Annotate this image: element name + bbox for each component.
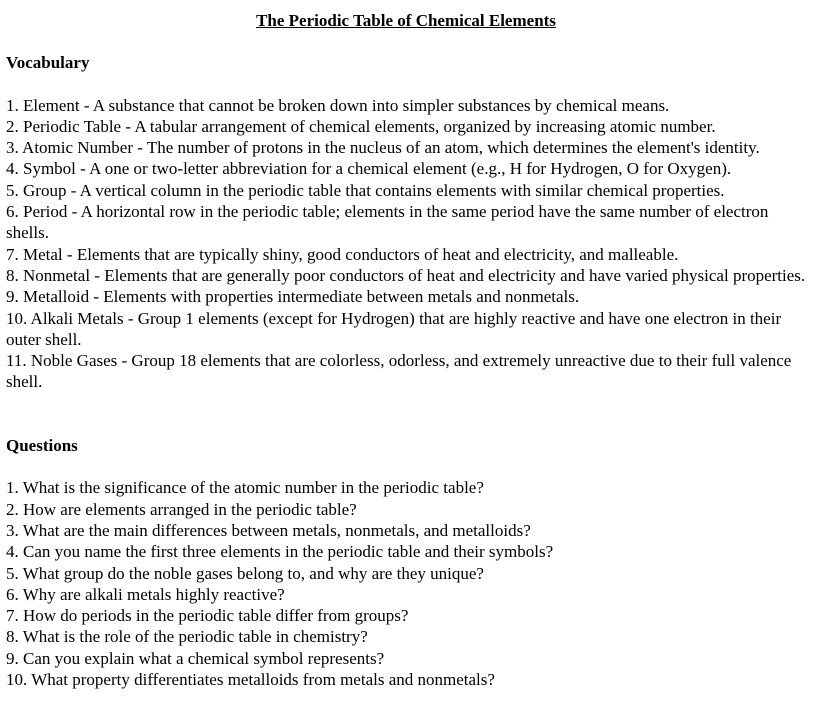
document-title: The Periodic Table of Chemical Elements [256,11,556,30]
vocabulary-item: 10. Alkali Metals - Group 1 elements (except for Hydrogen) that are highly reactive and have one electron in their outer shell. [6,308,782,349]
vocabulary-item: 4. Symbol - A one or two-letter abbreviation for a chemical element (e.g., H for Hydrogen, O for Oxygen). [6,159,732,179]
vocabulary-item: 3. Atomic Number - The number of protons in the nucleus of an atom, which determines the element's identity. [6,138,760,158]
question-item: 10. What property differentiates metalloids from metals and nonmetals? [6,670,495,690]
vocabulary-item: 5. Group - A vertical column in the periodic table that contains elements with similar chemical properties. [6,180,725,200]
question-item: 4. Can you name the first three elements in the periodic table and their symbols? [6,542,554,562]
section-spacer [6,393,806,414]
vocabulary-item: 7. Metal - Elements that are typically shiny, good conductors of heat and electricity, and malleable. [6,244,679,264]
question-item: 3. What are the main differences between metals, nonmetals, and metalloids? [6,520,531,540]
vocabulary-item: 2. Periodic Table - A tabular arrangement of chemical elements, organized by increasing atomic number. [6,116,716,136]
vocabulary-item: 11. Noble Gases - Group 18 elements that are colorless, odorless, and extremely unreactive due to their full valence shell. [6,351,792,392]
questions-list [6,477,806,690]
vocabulary-item: 9. Metalloid - Elements with properties intermediate between metals and nonmetals. [6,287,580,307]
vocabulary-item: 6. Period - A horizontal row in the periodic table; elements in the same period have the same number of electron shells. [6,202,769,243]
question-item: 6. Why are alkali metals highly reactive? [6,584,285,604]
question-item: 8. What is the role of the periodic table in chemistry? [6,627,368,647]
vocabulary-list [6,95,806,393]
question-item: 9. Can you explain what a chemical symbol represents? [6,648,385,668]
questions-heading: Questions [6,436,78,456]
question-item: 7. How do periods in the periodic table differ from groups? [6,606,409,626]
vocabulary-heading: Vocabulary [6,53,90,73]
question-item: 2. How are elements arranged in the periodic table? [6,499,357,519]
question-item: 5. What group do the noble gases belong to, and why are they unique? [6,563,484,583]
vocabulary-item: 8. Nonmetal - Elements that are generally poor conductors of heat and electricity and have varied physical properties. [6,265,806,285]
vocabulary-item: 1. Element - A substance that cannot be broken down into simpler substances by chemical means. [6,95,670,115]
question-item: 1. What is the significance of the atomic number in the periodic table? [6,478,484,498]
